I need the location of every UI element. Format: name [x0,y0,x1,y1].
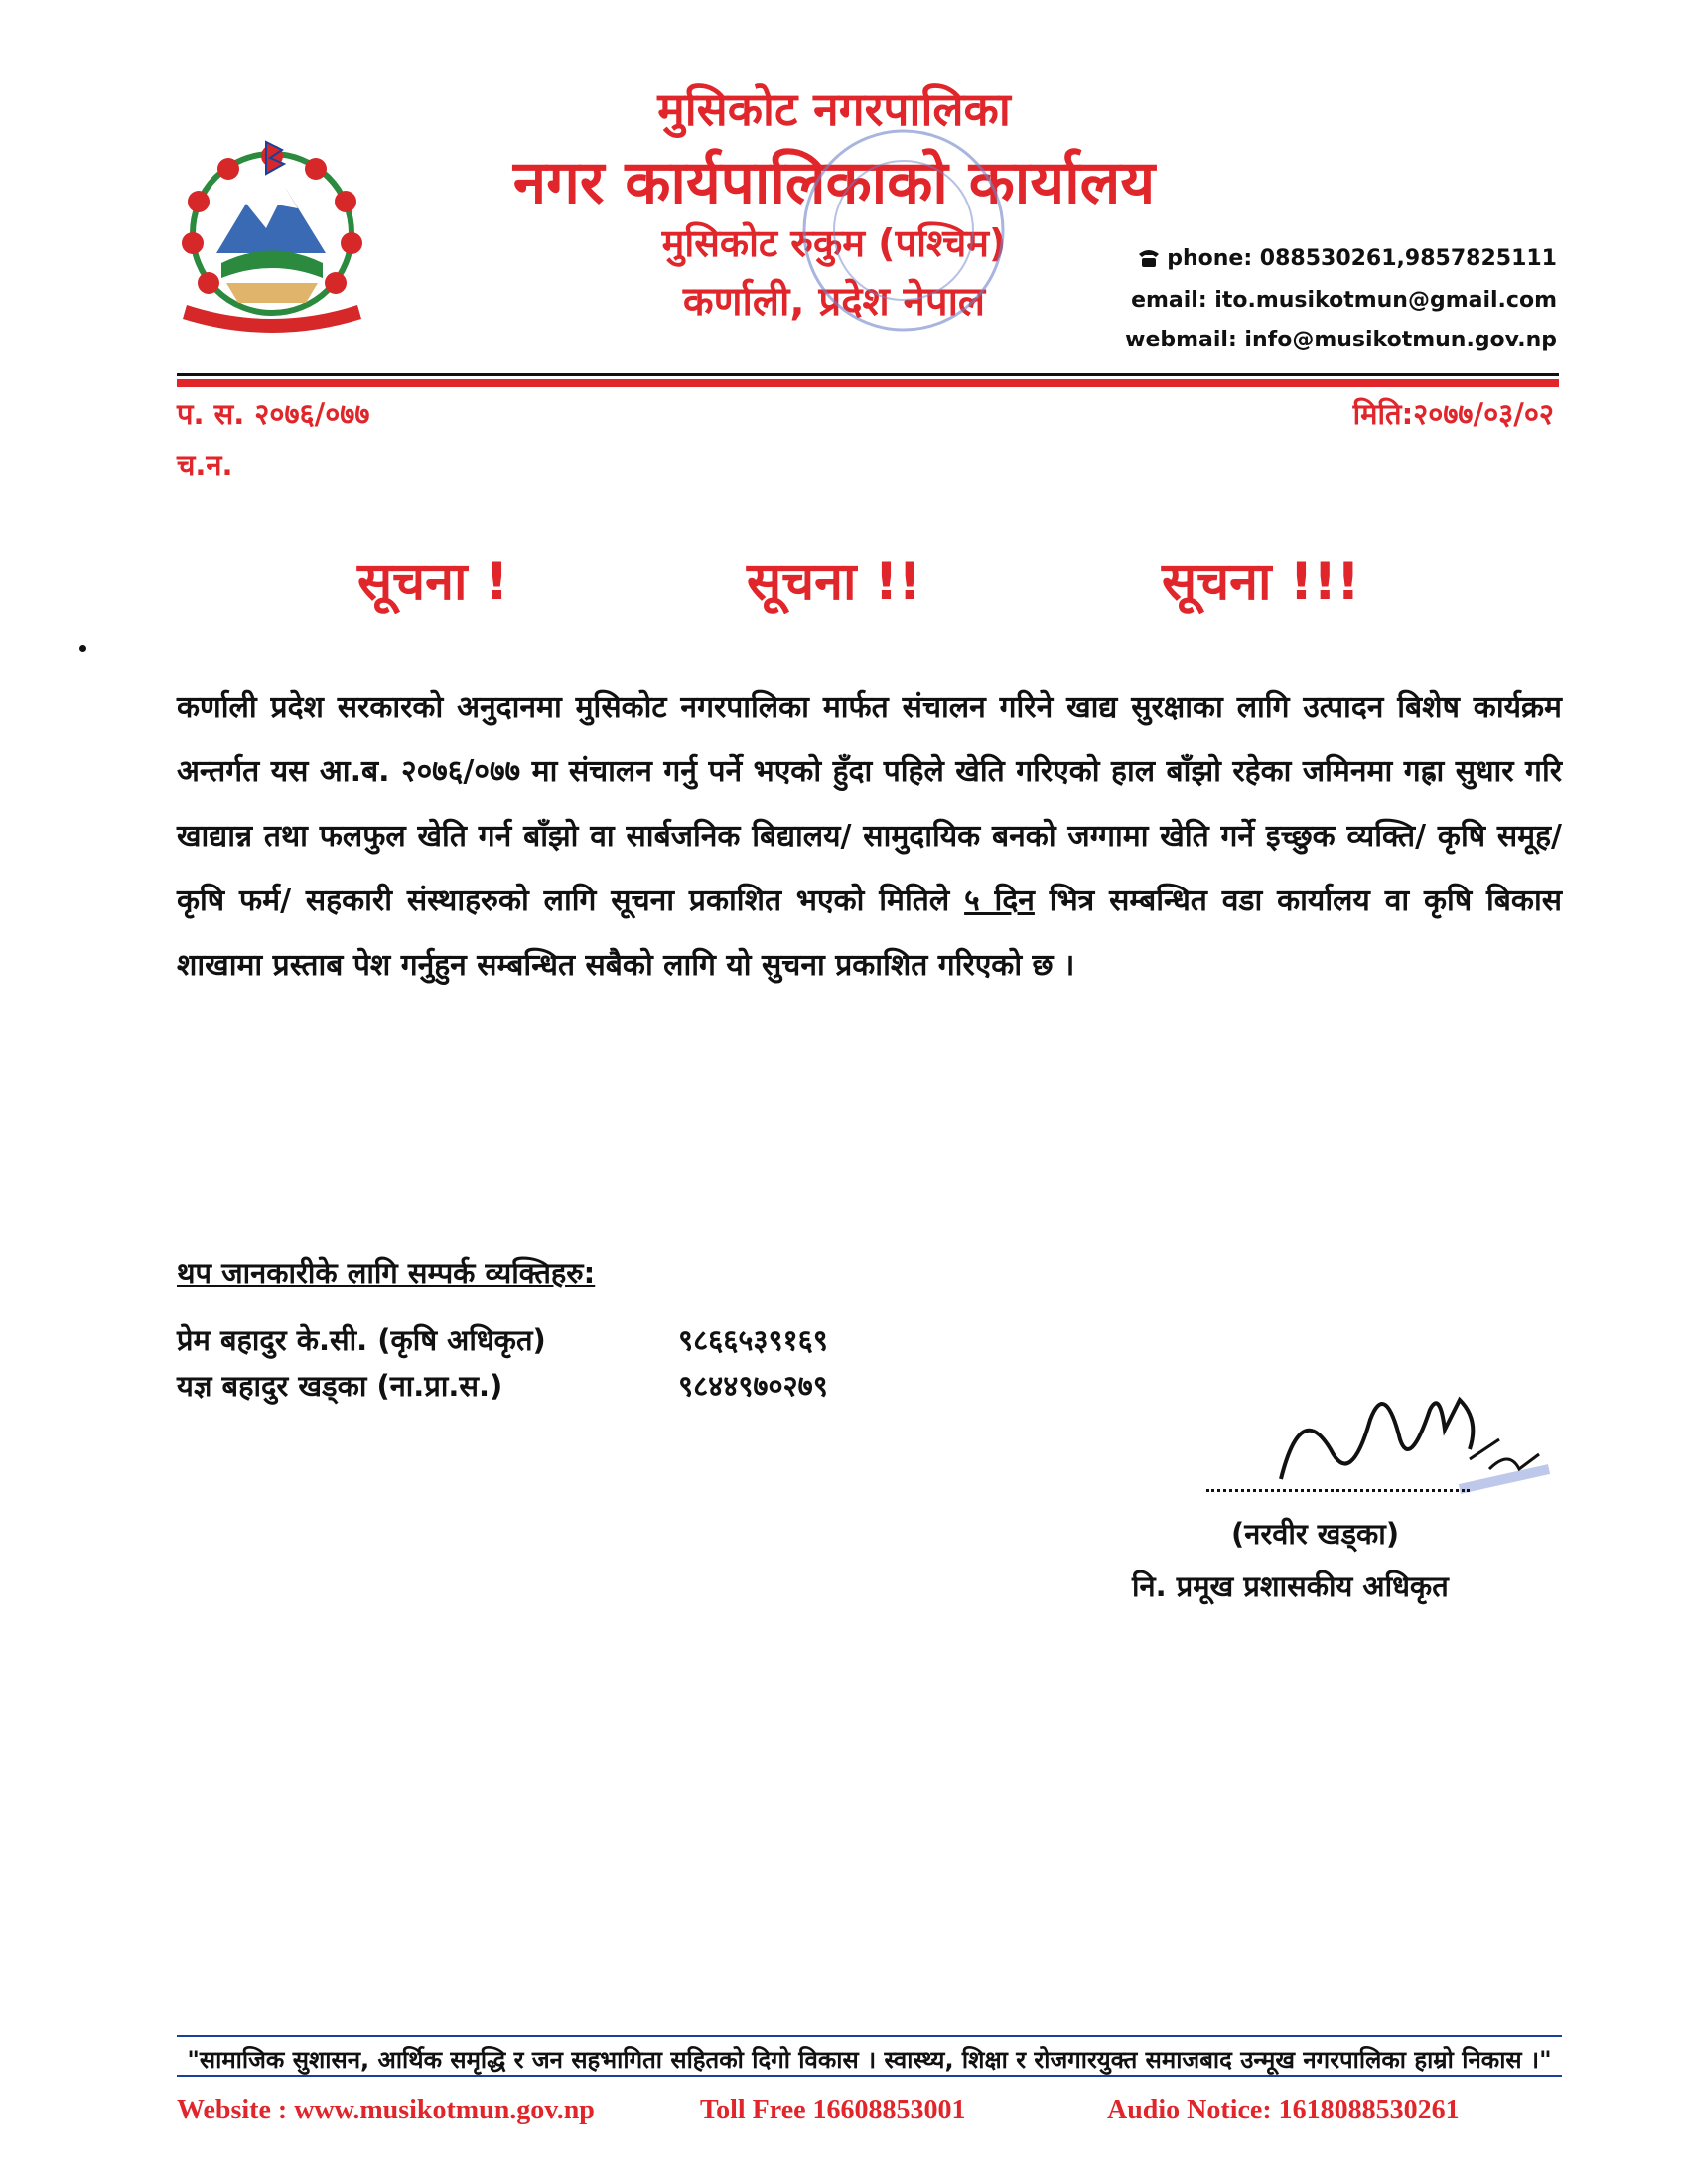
notice-heading-3: सूचना !!! [1162,552,1360,612]
chalan-number: च.न. [177,448,233,481]
website-text: Website : www.musikotmun.gov.np [177,2095,595,2125]
municipality-motto: "सामाजिक सुशासन, आर्थिक समृद्धि र जन सहभागिता सहितको दिगो विकास । स्वास्थ्य, शिक्षा र रोजगारयुक्त समाजबाद उन्मूख नगरपालिका हाम्रो निकास ।" [187,2046,1552,2074]
footer-rule-bottom [177,2075,1562,2077]
handwritten-signature [1261,1360,1559,1519]
contact-person-phone: ९८४४९७०२७९ [678,1369,828,1403]
contact-person-row [177,1320,828,1359]
signatory-title: नि. प्रमूख प्रशासकीय अधिकृत [1132,1570,1449,1603]
body-part-1: कर्णाली प्रदेश सरकारको अनुदानमा मुसिकोट नगरपालिका मार्फत संचालन गरिने खाद्य सुरक्षाका लागि उत्पादन बिशेष कार्यक्रम अन्तर्गत यस आ.ब. २०७६/०७७ मा संचालन गर्नु पर्ने भएको हुँदा पहिले खेति गरिएको हाल बाँझो रहेका जमिनमा गह्रा सुधार गरि खाद्यान्न तथा फलफुल खेति गर्न बाँझो वा सार्बजनिक बिद्यालय/ सामुदायिक बनको जग्गामा खेति गर्ने इच्छुक व्यक्ति/ कृषि समूह/ कृषि फर्म/ सहकारी संस्थाहरुको लागि सूचना प्रकाशित भएको मितिले [177,690,1562,918]
email-contact: email: ito.musikotmun@gmail.com [1131,288,1557,313]
notice-body [177,675,1562,998]
contact-person-name: यज्ञ बहादुर खड्का (ना.प्रा.स.) [177,1369,503,1403]
signature-line [1206,1489,1470,1492]
body-part-2: भित्र सम्बन्धित वडा कार्यालय वा कृषि बिकास शाखामा प्रस्ताब पेश गर्नुहुन सम्बन्धित सबैको लागि यो सुचना प्रकाशित गरिएको छ । [177,884,1563,983]
footer-rule-top [177,2035,1562,2037]
contact-person-phone: ९८६६५३९१६९ [678,1323,828,1357]
phone-contact [1137,246,1557,271]
phone-text: phone: 088530261,9857825111 [1167,246,1557,271]
header-rule-thick [177,379,1559,387]
municipality-name: मुसिकोट नगरपालिका [657,82,1011,136]
office-seal-stamp [784,111,1023,349]
office-location: मुसिकोट रुकुम (पश्चिम) [661,221,1007,265]
contact-person-row [177,1366,828,1405]
letter-date: मिति:२०७७/०३/०२ [1352,397,1554,431]
contact-persons-heading: थप जानकारीके लागि सम्पर्क व्यक्तिहरु: [177,1256,596,1290]
scan-speck [79,645,86,652]
reference-number: प. स. २०७६/०७७ [177,397,370,431]
header-rule-thin [177,373,1559,376]
nepal-emblem-logo [167,134,377,344]
webmail-contact: webmail: info@musikotmun.gov.np [1125,328,1557,352]
contact-person-name: प्रेम बहादुर के.सी. (कृषि अधिकृत) [177,1323,546,1357]
province-name: कर्णाली, प्रदेश नेपाल [682,279,986,325]
signatory-name: (नरवीर खड्का) [1231,1517,1400,1551]
notice-heading-2: सूचना !! [747,552,922,612]
notice-heading-1: सूचना ! [357,552,509,612]
office-title: नगर कार्यपालिकाको कार्यालय [512,148,1156,217]
telephone-icon [1137,248,1161,268]
deadline-days: ५ दिन [964,884,1035,918]
toll-free-number: Toll Free 16608853001 [700,2095,966,2125]
audio-notice-number: Audio Notice: 1618088530261 [1107,2095,1460,2125]
